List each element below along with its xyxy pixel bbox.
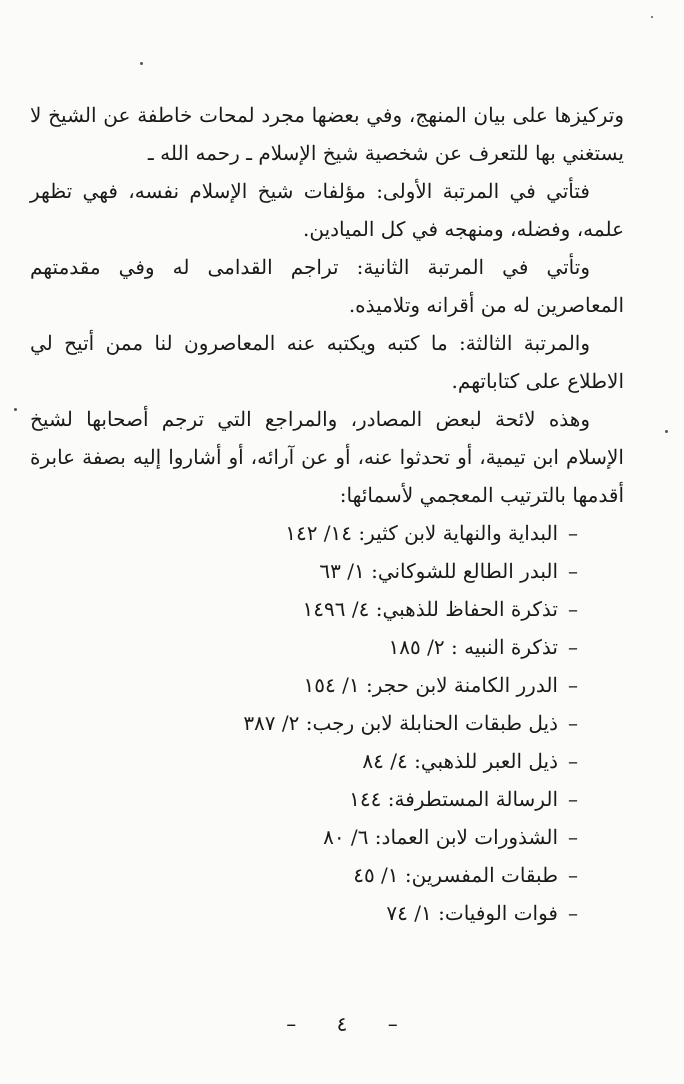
bullet-dash: – (568, 559, 578, 583)
paragraph-rank-two: وتأتي في المرتبة الثانية: تراجم القدامى له وفي مقدمتهم المعاصرين له من أقرانه وتلاميذه. (30, 255, 624, 317)
bullet-dash: – (568, 863, 578, 887)
list-item: –تذكرة النبيه : ٢/ ١٨٥ (388, 635, 578, 659)
list-item: –ذيل طبقات الحنابلة لابن رجب: ٢/ ٣٨٧ (243, 711, 578, 735)
paragraph-intro-continued: وتركيزها على بيان المنهج، وفي بعضها مجرد لمحات خاطفة عن الشيخ لا يستغني بها للتعرف عن شخصية شيخ الإسلام ـ رحمه الله ـ (30, 103, 624, 165)
page-body (30, 96, 624, 932)
list-item: –طبقات المفسرين: ١/ ٤٥ (353, 863, 578, 887)
bullet-dash: – (568, 711, 578, 735)
scan-speck (14, 408, 17, 411)
list-item: –الرسالة المستطرفة: ١٤٤ (349, 787, 578, 811)
list-item: –فوات الوفيات: ١/ ٧٤ (386, 901, 578, 925)
scan-speck (665, 430, 668, 433)
paragraph-rank-three: والمرتبة الثالثة: ما كتبه ويكتبه عنه المعاصرون لنا ممن أتيح لي الاطلاع على كتاباتهم. (30, 331, 624, 393)
bullet-dash: – (568, 901, 578, 925)
sources-list (30, 514, 624, 932)
paragraph-sources-intro: وهذه لائحة لبعض المصادر، والمراجع التي ترجم أصحابها لشيخ الإسلام ابن تيمية، أو تحدثوا عنه، أو عن آرائه، أو أشاروا إليه بصفة عابرة أقدمها بالترتيب المعجمي لأسمائها: (30, 407, 624, 507)
list-item: –الدرر الكامنة لابن حجر: ١/ ١٥٤ (303, 673, 578, 697)
list-item: –الشذورات لابن العماد: ٦/ ٨٠ (323, 825, 578, 849)
bullet-dash: – (568, 787, 578, 811)
bullet-dash: – (568, 597, 578, 621)
list-item: –البدر الطالع للشوكاني: ١/ ٦٣ (319, 559, 578, 583)
folio-dash: – (286, 1012, 297, 1036)
list-item: –تذكرة الحفاظ للذهبي: ٤/ ١٤٩٦ (302, 597, 578, 621)
bullet-dash: – (568, 673, 578, 697)
page-number: ٤ (336, 1012, 348, 1036)
scan-speck (140, 62, 143, 65)
paragraph-rank-one: فتأتي في المرتبة الأولى: مؤلفات شيخ الإسلام نفسه، فهي تظهر علمه، وفضله، ومنهجه في كل الميادين. (30, 179, 624, 241)
list-item: –ذيل العبر للذهبي: ٤/ ٨٤ (362, 749, 578, 773)
page-number-footer (0, 1012, 684, 1036)
bullet-dash: – (568, 749, 578, 773)
scan-speck (651, 16, 653, 18)
folio-dash: – (387, 1012, 398, 1036)
bullet-dash: – (568, 635, 578, 659)
list-item: –البداية والنهاية لابن كثير: ١٤/ ١٤٢ (285, 521, 578, 545)
bullet-dash: – (568, 825, 578, 849)
bullet-dash: – (568, 521, 578, 545)
